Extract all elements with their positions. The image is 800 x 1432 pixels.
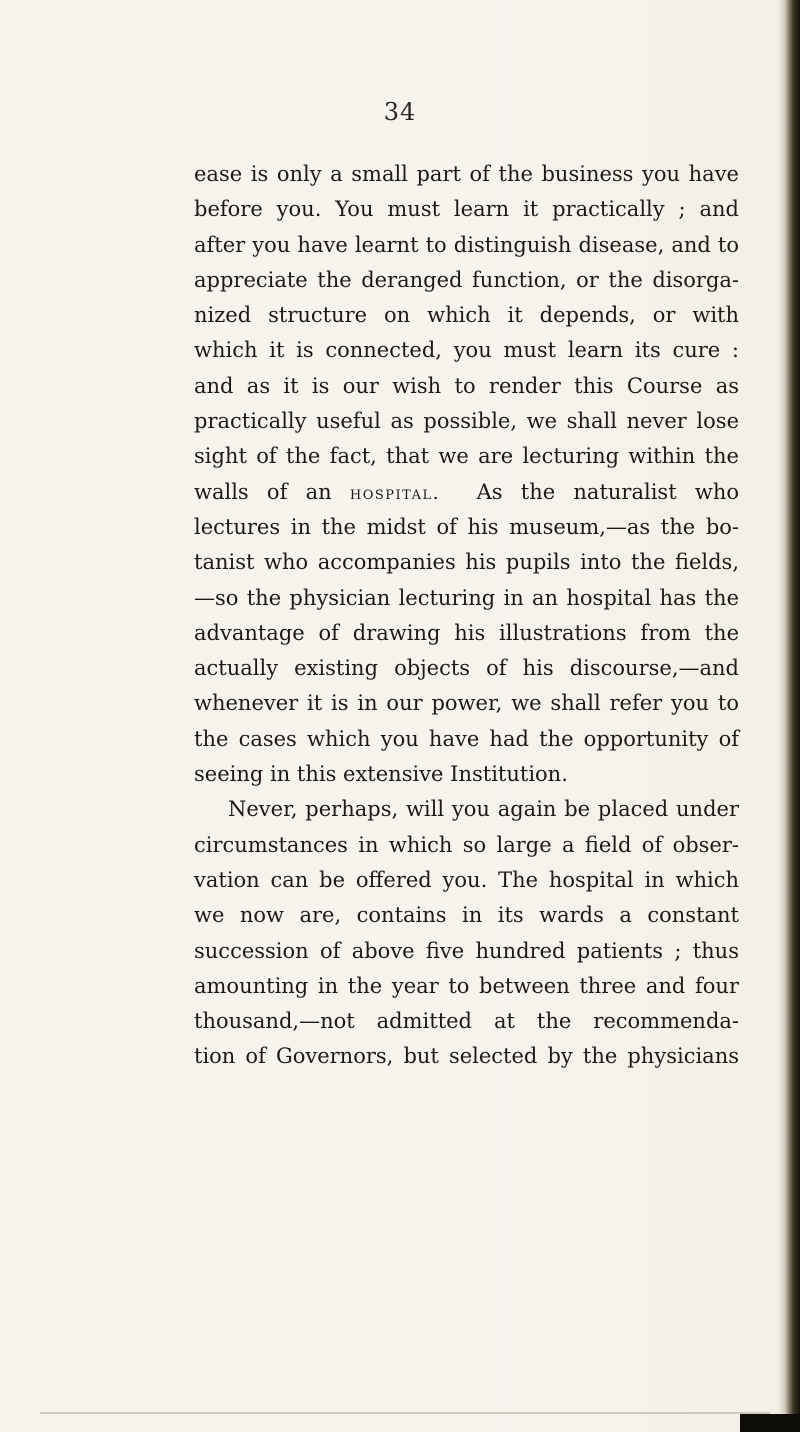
smallcaps-hospital: hospital.	[349, 481, 441, 504]
text-line-end: As the naturalist who	[476, 479, 739, 504]
text-line: thousand,—not admitted at the recommenda-	[194, 1009, 739, 1034]
text-line: —so the physician lecturing in an hospital has the	[194, 585, 739, 610]
text-line: tion of Governors, but selected by the physicians	[194, 1044, 739, 1069]
text-line: lectures in the midst of his museum,—as the bo-	[194, 514, 739, 539]
text-line: advantage of drawing his illustrations from the	[194, 620, 739, 645]
text-line: before you. You must learn it practically ; and	[194, 197, 739, 222]
text-line: practically useful as possible, we shall never lose	[194, 409, 739, 434]
text-line: vation can be offered you. The hospital in which	[194, 867, 739, 892]
text-line: after you have learnt to distinguish disease, and to	[194, 232, 739, 257]
text-line: which it is connected, you must learn its cure :	[194, 338, 739, 363]
text-line: seeing in this extensive Institution.	[194, 762, 568, 787]
text-line: ease is only a small part of the business you have	[194, 162, 739, 186]
text-line: nized structure on which it depends, or with	[194, 303, 739, 328]
text-line: tanist who accompanies his pupils into the fields,	[194, 550, 739, 575]
text-line	[194, 475, 739, 510]
text-line: whenever it is in our power, we shall refer you to	[194, 691, 739, 716]
text-line: succession of above five hundred patients ; thus	[194, 938, 739, 963]
text-line: actually existing objects of his discourse,—and	[194, 656, 739, 681]
corner-shadow	[740, 1414, 800, 1432]
text-line: and as it is our wish to render this Course as	[194, 373, 739, 398]
text-line: the cases which you have had the opportunity of	[194, 726, 739, 751]
text-line-paragraph-start: Never, perhaps, will you again be placed under	[228, 797, 739, 822]
text-line: appreciate the deranged function, or the disorga-	[194, 267, 739, 292]
text-line: we now are, contains in its wards a constant	[194, 903, 739, 928]
text-line: circumstances in which so large a field of obser-	[194, 832, 739, 857]
text-line-start: walls of an	[194, 479, 332, 504]
page-bottom-edge	[40, 1412, 770, 1414]
page-number: 34	[383, 98, 417, 126]
text-line: sight of the fact, that we are lecturing within the	[194, 444, 739, 469]
binding-shadow	[778, 0, 800, 1432]
body-text	[194, 157, 739, 1075]
text-line: amounting in the year to between three and four	[194, 973, 739, 998]
